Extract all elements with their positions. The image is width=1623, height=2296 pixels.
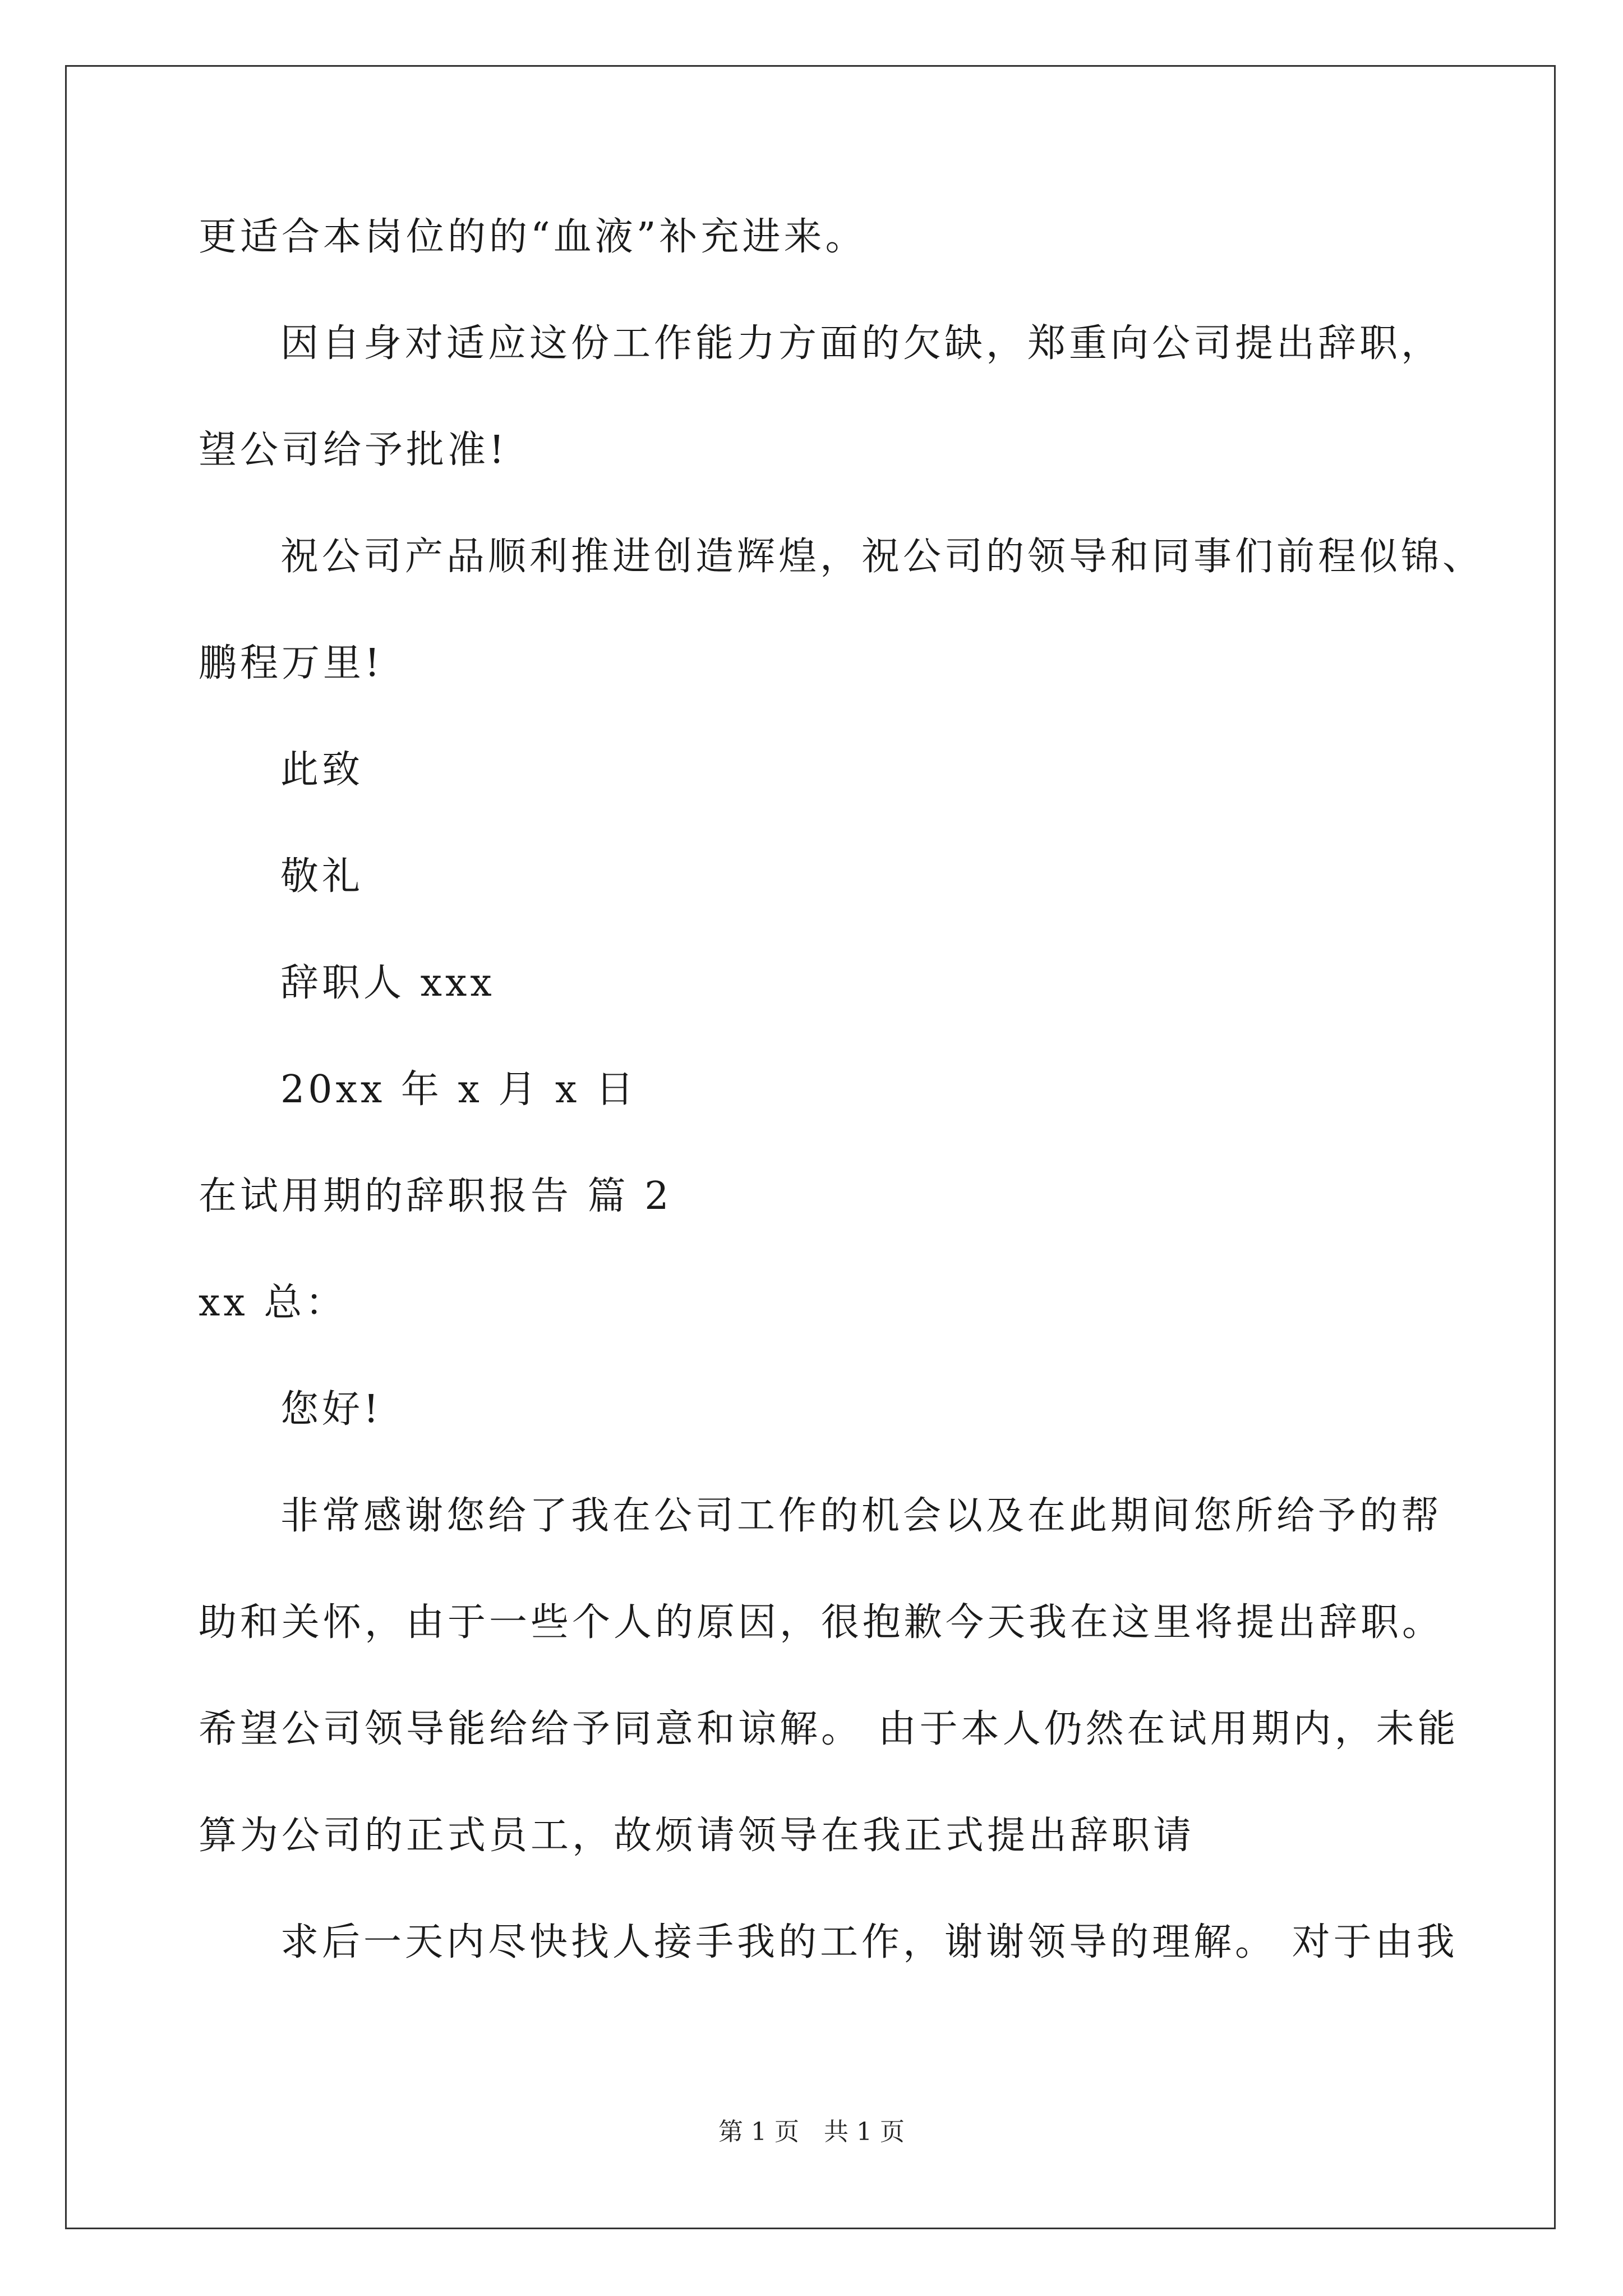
- page-border: [65, 65, 1556, 2229]
- text-line-14: 助和关怀，由于一些个人的原因，很抱歉今天我在这里将提出辞职。: [199, 1600, 1444, 1645]
- text-line-4: 祝公司产品顺利推进创造辉煌，祝公司的领导和同事们前程似锦、: [280, 535, 1484, 579]
- text-line-2: 因自身对适应这份工作能力方面的欠缺，郑重向公司提出辞职，: [280, 321, 1443, 366]
- signature-line: 辞职人 xxx: [280, 961, 495, 1005]
- text-line-5: 鹏程万里!: [199, 641, 384, 685]
- closing-regards: 敬礼: [280, 854, 364, 899]
- section-heading: 在试用期的辞职报告 篇 2: [199, 1174, 672, 1218]
- page-footer: 第 1 页 共 1 页: [718, 2118, 905, 2146]
- greeting-line: 您好!: [280, 1387, 382, 1432]
- closing-salutation: 此致: [280, 748, 364, 792]
- text-line-15: 希望公司领导能给给予同意和谅解。 由于本人仍然在试用期内，未能: [199, 1707, 1459, 1751]
- date-line: 20xx 年 x 月 x 日: [280, 1068, 638, 1112]
- text-line-16: 算为公司的正式员工，故烦请领导在我正式提出辞职请: [199, 1814, 1195, 1858]
- text-line-1: 更适合本岗位的的“血液”补充进来。: [199, 215, 867, 259]
- text-line-17: 求后一天内尽快找人接手我的工作，谢谢领导的理解。 对于由我: [280, 1920, 1458, 1964]
- text-line-13: 非常感谢您给了我在公司工作的机会以及在此期间您所给予的帮: [280, 1494, 1443, 1538]
- recipient-line: xx 总：: [199, 1281, 347, 1325]
- text-line-3: 望公司给予批准!: [199, 428, 508, 472]
